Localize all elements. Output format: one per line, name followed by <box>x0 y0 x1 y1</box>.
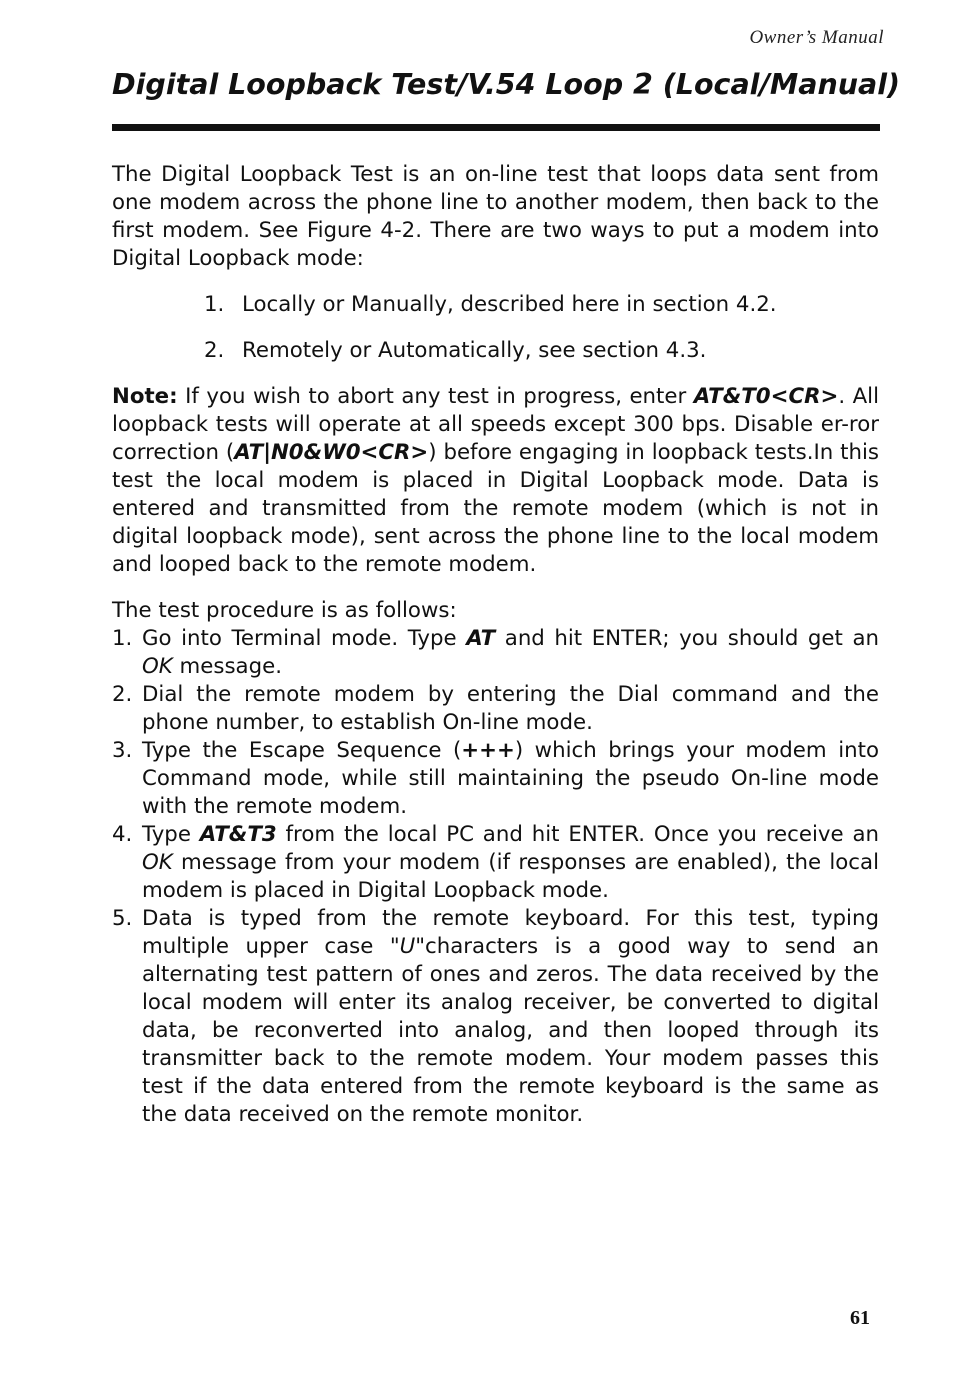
note-text: If you wish to abort any test in progress, enter <box>177 384 694 409</box>
step-item <box>112 821 879 905</box>
running-header: Owner’s Manual <box>749 27 884 48</box>
step-number: 2. <box>112 682 133 707</box>
page-title: Digital Loopback Test/V.54 Loop 2 (Local/Manual) <box>112 68 901 101</box>
note-label: Note: <box>112 384 178 409</box>
step-number: 4. <box>112 822 133 847</box>
step-text: Type <box>142 822 200 847</box>
list-number: 2. <box>204 338 225 363</box>
u-character: "U" <box>389 934 426 959</box>
step-text: and hit ENTER; you should get an <box>495 626 879 651</box>
step-number: 1. <box>112 626 133 651</box>
command-abort: AT&T0<CR> <box>693 384 839 409</box>
step-number: 5. <box>112 906 133 931</box>
step-item <box>112 737 879 821</box>
step-text: from the local PC and hit ENTER. Once you receive an <box>276 822 880 847</box>
step-text: Data is typed from the remote keyboard. For this test, typing multiple upper case <box>142 906 879 959</box>
note-text: ) before engaging in loopback tests.In this test the local modem is placed in Digital Loopback mode. Data is entered and transmitted from the remote modem (which is not in digital loopback mode), sent across the phone line to the local modem and looped back to the remote modem. <box>112 440 880 577</box>
page-number: 61 <box>850 1307 870 1329</box>
step-text: message from your modem (if responses are enabled), the local modem is placed in Digital Loopback mode. <box>142 850 879 903</box>
title-rule <box>112 124 880 131</box>
step-item <box>112 681 879 737</box>
step-number: 3. <box>112 738 133 763</box>
step-text: Go into Terminal mode. Type <box>142 626 467 651</box>
list-text: Locally or Manually, described here in section 4.2. <box>242 292 777 317</box>
ok-response: OK <box>142 850 173 875</box>
step-text: Type the Escape Sequence ( <box>142 738 462 763</box>
step-item <box>112 625 879 681</box>
mode-list <box>112 291 879 365</box>
list-number: 1. <box>204 292 225 317</box>
list-item <box>204 337 879 365</box>
note-paragraph <box>112 383 879 579</box>
intro-paragraph: The Digital Loopback Test is an on-line test that loops data sent from one modem across the phone line to another modem, then back to the first modem. See Figure 4-2. There are two ways to put a modem into Digital Loopback mode: <box>112 162 879 271</box>
step-text: Dial the remote modem by entering the Dial command and the phone number, to establish On-line mode. <box>142 682 879 735</box>
command-disable-error-correction: AT|N0&W0<CR> <box>234 440 429 465</box>
ok-response: OK <box>142 654 173 679</box>
step-text: characters is a good way to send an alternating test pattern of ones and zeros. The data received by the local modem will enter its analog receiver, be converted to digital data, be reconverted into analog, and then looped through its transmitter back to the remote modem. Your modem passes this test if the data entered from the remote keyboard is the same as the data received on the remote monitor. <box>142 934 879 1127</box>
command-at-t3: AT&T3 <box>199 822 277 847</box>
step-item <box>112 905 879 1129</box>
procedure-steps <box>112 625 879 1129</box>
body-content <box>112 161 879 1129</box>
note-text: . All loopback tests will operate at all speeds except 300 bps. Disable er-ror correction ( <box>112 384 879 465</box>
command-at: AT <box>466 626 496 651</box>
step-text: message. <box>172 654 282 679</box>
step-text: ) which brings your modem into Command mode, while still maintaining the pseudo On-line mode with the remote modem. <box>142 738 879 819</box>
command-escape-sequence: +++ <box>461 738 515 763</box>
list-text: Remotely or Automatically, see section 4.3. <box>242 338 707 363</box>
list-item <box>204 291 879 319</box>
procedure-intro: The test procedure is as follows: <box>112 598 457 623</box>
